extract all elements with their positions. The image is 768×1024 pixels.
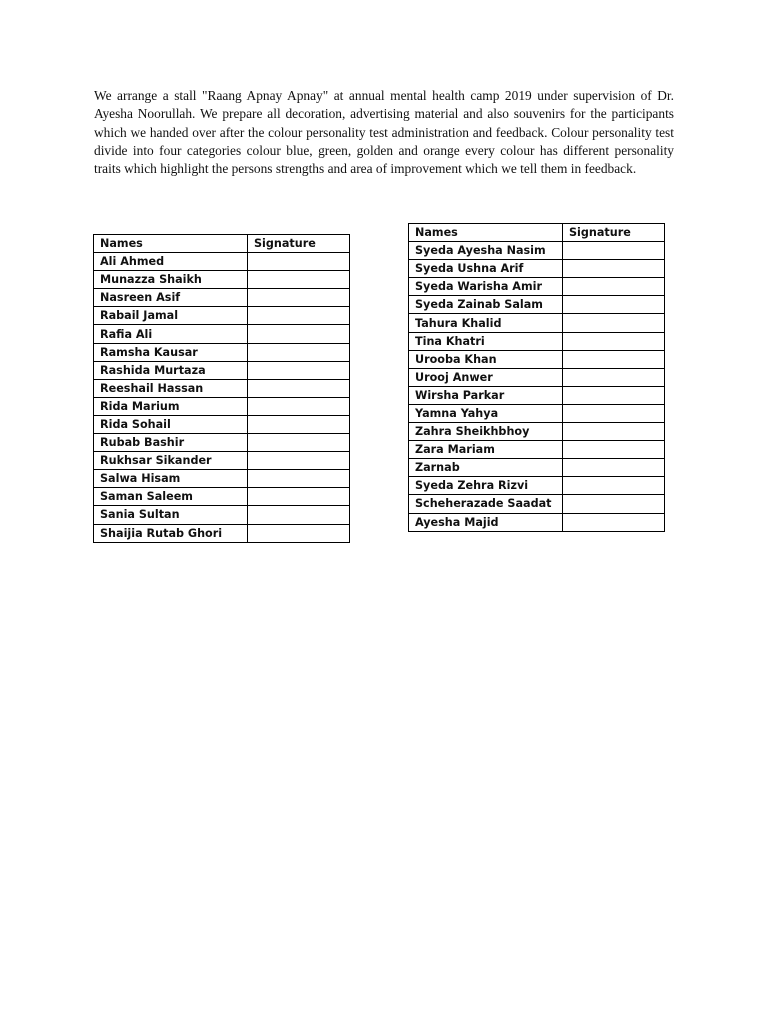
table-row [94, 434, 350, 452]
table-row [409, 386, 665, 404]
signature-cell [248, 415, 350, 433]
name-cell: Syeda Zehra Rizvi [409, 477, 563, 495]
signature-table-right [408, 223, 665, 532]
signature-cell [563, 350, 665, 368]
name-cell: Rashida Murtaza [94, 361, 248, 379]
table-row [94, 452, 350, 470]
table-row [409, 368, 665, 386]
name-cell: Ayesha Majid [409, 513, 563, 531]
table-header-row [409, 224, 665, 242]
signature-cell [563, 459, 665, 477]
name-cell: Rabail Jamal [94, 307, 248, 325]
table-row [94, 343, 350, 361]
table-row [94, 506, 350, 524]
signature-cell [248, 470, 350, 488]
signature-cell [563, 332, 665, 350]
signature-cell [248, 524, 350, 542]
table-row [409, 459, 665, 477]
name-cell: Scheherazade Saadat [409, 495, 563, 513]
name-cell: Reeshail Hassan [94, 379, 248, 397]
names-column-header: Names [409, 224, 563, 242]
table-row [94, 470, 350, 488]
table-row [94, 325, 350, 343]
signature-cell [248, 488, 350, 506]
table-row [409, 242, 665, 260]
name-cell: Salwa Hisam [94, 470, 248, 488]
name-cell: Syeda Ushna Arif [409, 260, 563, 278]
name-cell: Tahura Khalid [409, 314, 563, 332]
name-cell: Rafia Ali [94, 325, 248, 343]
table-row [94, 379, 350, 397]
table-row [94, 397, 350, 415]
signature-cell [563, 404, 665, 422]
name-cell: Wirsha Parkar [409, 386, 563, 404]
signature-cell [248, 434, 350, 452]
name-cell: Ali Ahmed [94, 253, 248, 271]
name-cell: Syeda Ayesha Nasim [409, 242, 563, 260]
signature-cell [563, 368, 665, 386]
table-row [409, 260, 665, 278]
signature-table-left [93, 234, 350, 543]
intro-paragraph: We arrange a stall "Raang Apnay Apnay" at annual mental health camp 2019 under supervision of Dr. Ayesha Noorullah. We prepare all decoration, advertising material and also souvenirs for the participants which we handed over after the colour personality test administration and feedback. Colour personality test divide into four categories colour blue, green, golden and orange every colour has different personality traits which highlight the persons strengths and area of improvement which we tell them in feedback. [94, 88, 674, 177]
name-cell: Zara Mariam [409, 441, 563, 459]
name-cell: Shaijia Rutab Ghori [94, 524, 248, 542]
signature-cell [248, 379, 350, 397]
table-row [409, 441, 665, 459]
name-cell: Zarnab [409, 459, 563, 477]
table-row [409, 332, 665, 350]
name-cell: Nasreen Asif [94, 289, 248, 307]
name-cell: Zahra Sheikhbhoy [409, 423, 563, 441]
signature-cell [248, 397, 350, 415]
signature-cell [563, 513, 665, 531]
signature-column-header: Signature [248, 235, 350, 253]
signature-cell [248, 253, 350, 271]
names-column-header: Names [94, 235, 248, 253]
table-row [409, 296, 665, 314]
signature-cell [248, 452, 350, 470]
table-row [409, 314, 665, 332]
signature-cell [248, 506, 350, 524]
signature-cell [248, 307, 350, 325]
signature-column-header: Signature [563, 224, 665, 242]
table-row [94, 289, 350, 307]
signature-cell [563, 386, 665, 404]
signature-cell [563, 495, 665, 513]
table-row [94, 307, 350, 325]
table-row [409, 423, 665, 441]
name-cell: Syeda Zainab Salam [409, 296, 563, 314]
signature-cell [563, 423, 665, 441]
signature-cell [248, 289, 350, 307]
table-row [409, 477, 665, 495]
table-row [94, 415, 350, 433]
table-header-row [94, 235, 350, 253]
name-cell: Munazza Shaikh [94, 271, 248, 289]
signature-cell [248, 361, 350, 379]
table-row [409, 404, 665, 422]
name-cell: Saman Saleem [94, 488, 248, 506]
signature-cell [248, 325, 350, 343]
name-cell: Rida Sohail [94, 415, 248, 433]
signature-cell [563, 441, 665, 459]
signature-cell [563, 242, 665, 260]
name-cell: Rida Marium [94, 397, 248, 415]
table-row [409, 350, 665, 368]
signature-cell [563, 260, 665, 278]
signature-cell [563, 296, 665, 314]
name-cell: Ramsha Kausar [94, 343, 248, 361]
table-row [94, 361, 350, 379]
table-row [94, 488, 350, 506]
name-cell: Urooba Khan [409, 350, 563, 368]
table-row [409, 513, 665, 531]
name-cell: Sania Sultan [94, 506, 248, 524]
name-cell: Yamna Yahya [409, 404, 563, 422]
name-cell: Rubab Bashir [94, 434, 248, 452]
name-cell: Tina Khatri [409, 332, 563, 350]
table-row [94, 253, 350, 271]
table-row [94, 524, 350, 542]
signature-cell [563, 278, 665, 296]
signature-cell [563, 314, 665, 332]
name-cell: Syeda Warisha Amir [409, 278, 563, 296]
table-row [409, 278, 665, 296]
signature-cell [563, 477, 665, 495]
name-cell: Rukhsar Sikander [94, 452, 248, 470]
signature-cell [248, 271, 350, 289]
signature-cell [248, 343, 350, 361]
table-row [409, 495, 665, 513]
name-cell: Urooj Anwer [409, 368, 563, 386]
table-row [94, 271, 350, 289]
